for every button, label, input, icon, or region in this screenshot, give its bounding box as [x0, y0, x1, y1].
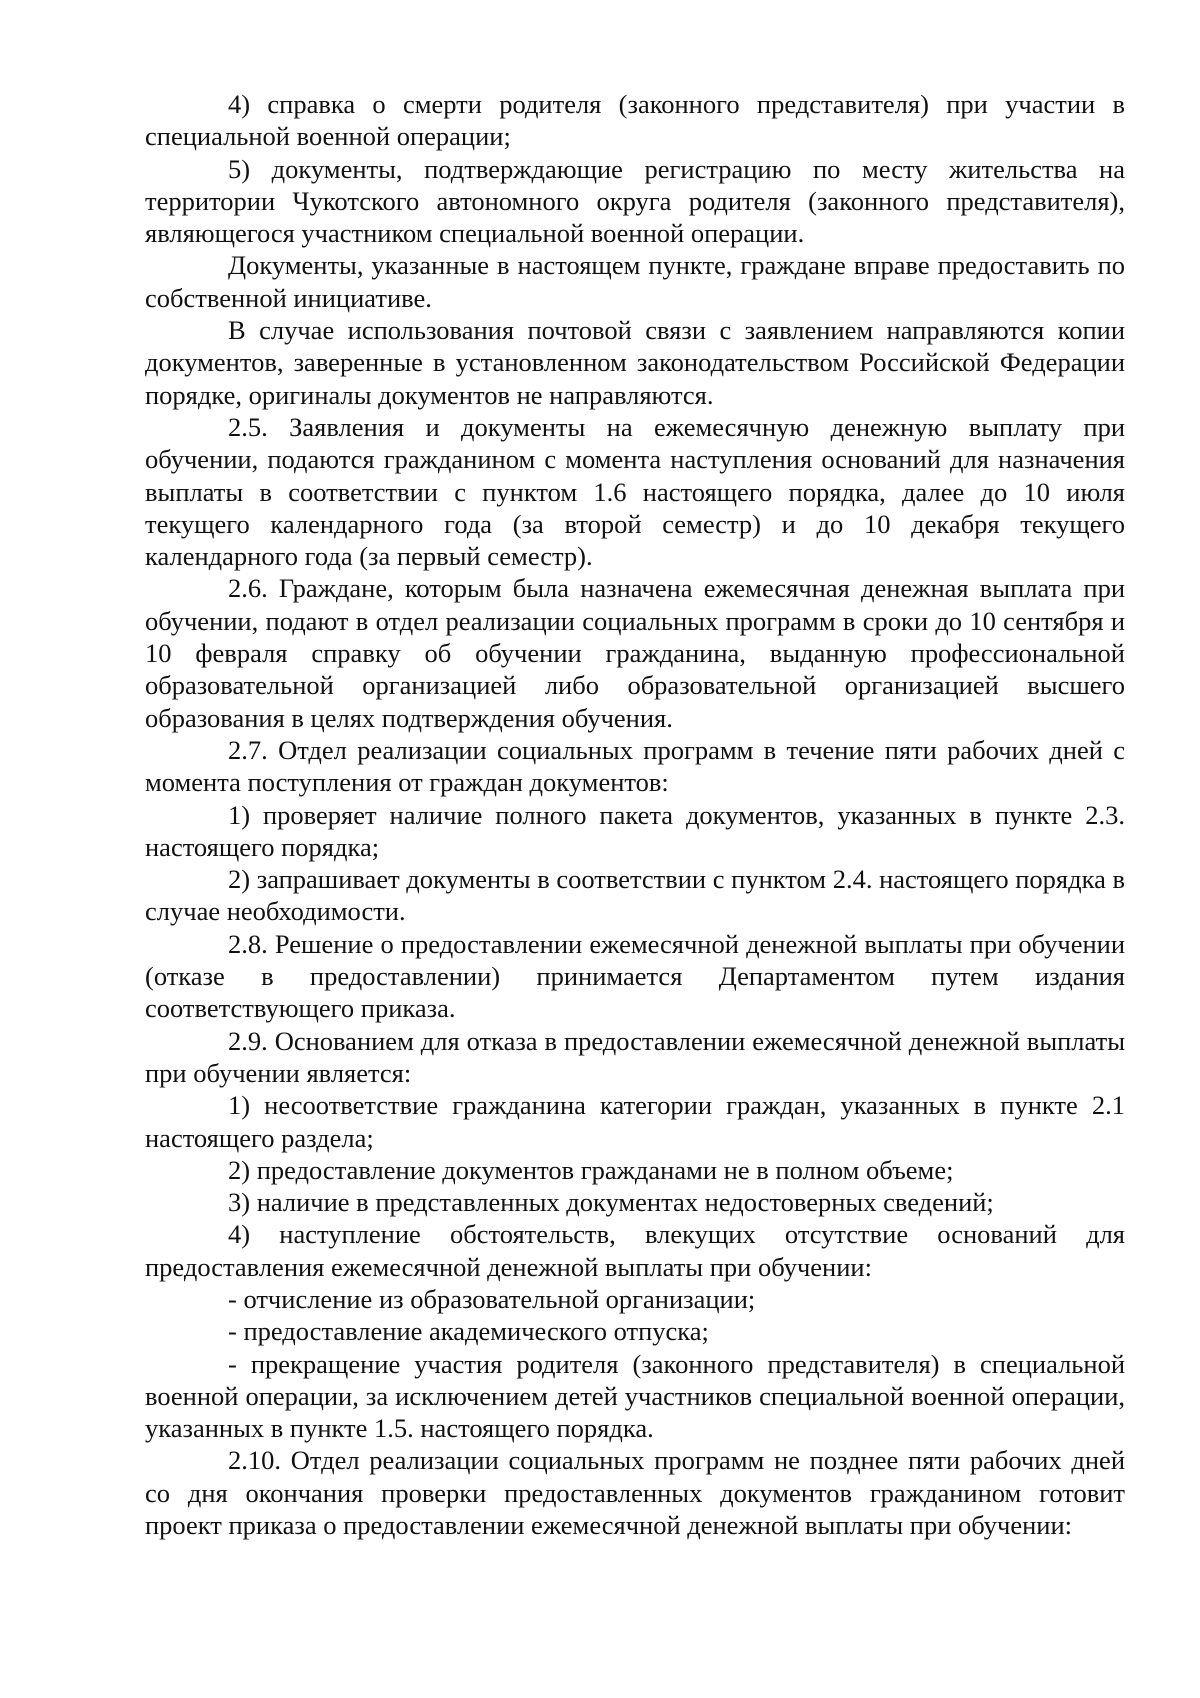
paragraph-2-8: 2.8. Решение о предоставлении ежемесячной денежной выплаты при обучении (отказе в предоставлении) принимается Департаментом путем издания соответствующего приказа. [145, 928, 1125, 1024]
paragraph-own-initiative: Документы, указанные в настоящем пункте, граждане вправе предоставить по собственной инициативе. [145, 250, 1125, 313]
paragraph-dash-expulsion: - отчисление из образовательной организации; [228, 1283, 756, 1314]
paragraph-2-9: 2.9. Основанием для отказа в предоставлении ежемесячной денежной выплаты при обучении является: [145, 1025, 1125, 1088]
paragraph-2-9-item-2: 2) предоставление документов гражданами не в полном объеме; [228, 1154, 954, 1185]
paragraph-2-9-item-1: 1) несоответствие гражданина категории граждан, указанных в пункте 2.1 настоящего раздела; [145, 1090, 1125, 1153]
paragraph-2-7-item-2: 2) запрашивает документы в соответствии с пунктом 2.4. настоящего порядка в случае необходимости. [145, 864, 1125, 927]
paragraph-2-9-item-3: 3) наличие в представленных документах недостоверных сведений; [228, 1187, 994, 1218]
paragraph-dash-academic-leave: - предоставление академического отпуска; [228, 1316, 709, 1347]
paragraph-item-4-death-certificate: 4) справка о смерти родителя (законного представителя) при участии в специальной военной операции; [145, 89, 1125, 152]
paragraph-item-5-registration-documents: 5) документы, подтверждающие регистрацию по месту жительства на территории Чукотского автономного округа родителя (законного представителя), являющегося участником специальной военной операции. [145, 153, 1125, 249]
document-body [145, 88, 1125, 1541]
paragraph-2-10: 2.10. Отдел реализации социальных программ не позднее пяти рабочих дней со дня окончания проверки предоставленных документов гражданином готовит проект приказа о предоставлении ежемесячной денежной выплаты при обучении: [145, 1445, 1125, 1541]
paragraph-2-6: 2.6. Граждане, которым была назначена ежемесячная денежная выплата при обучении, подают в отдел реализации социальных программ в сроки до 10 сентября и 10 февраля справку об обучении гражданина, выданную профессиональной образовательной организацией либо образовательной организацией высшего образования в целях подтверждения обучения. [145, 573, 1125, 733]
paragraph-2-7-item-1: 1) проверяет наличие полного пакета документов, указанных в пункте 2.3. настоящего порядка; [145, 799, 1125, 862]
paragraph-postal-submission: В случае использования почтовой связи с заявлением направляются копии документов, заверенные в установленном законодательством Российской Федерации порядке, оригиналы документов не направляются. [145, 315, 1125, 410]
paragraph-dash-participation-end: - прекращение участия родителя (законного представителя) в специальной военной операции, за исключением детей участников специальной военной операции, указанных в пункте 1.5. настоящего порядка. [145, 1348, 1125, 1444]
paragraph-2-7: 2.7. Отдел реализации социальных программ в течение пяти рабочих дней с момента поступления от граждан документов: [145, 734, 1125, 798]
paragraph-2-5: 2.5. Заявления и документы на ежемесячную денежную выплату при обучении, подаются гражданином с момента наступления оснований для назначения выплаты в соответствии с пунктом 1.6 настоящего порядка, далее до 10 июля текущего календарного года (за второй семестр) и до 10 декабря текущего календарного года (за первый семестр). [145, 411, 1125, 572]
paragraph-2-9-item-4: 4) наступление обстоятельств, влекущих отсутствие оснований для предоставления ежемесячной денежной выплаты при обучении: [145, 1219, 1125, 1282]
